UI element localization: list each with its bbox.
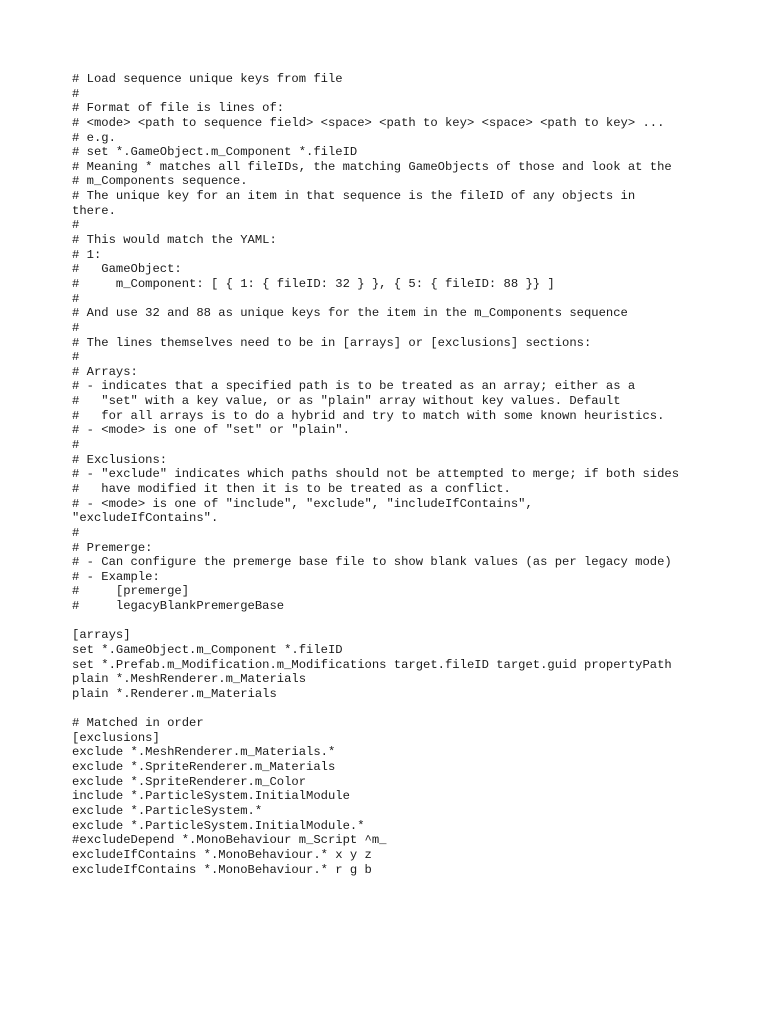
comment-line: # [72,86,80,101]
comment-line: # - indicates that a specified path is to be treated as an array; either as a [72,379,636,394]
comment-line: # Meaning * matches all fileIDs, the matching GameObjects of those and look at the [72,159,672,174]
comment-line: # - "exclude" indicates which paths should not be attempted to merge; if both sides [72,467,680,482]
comment-line: # - <mode> is one of "include", "exclude", "includeIfContains", [72,496,533,511]
comment-line: # set *.GameObject.m_Component *.fileID [72,145,358,160]
comment-line: # [72,438,80,453]
config-line: include *.ParticleSystem.InitialModule [72,789,350,804]
config-line: there. [72,203,116,218]
config-line: exclude *.ParticleSystem.* [72,804,263,819]
comment-line: # Premerge: [72,540,153,555]
blank-line [72,702,712,717]
comment-line: # have modified it then it is to be treated as a conflict. [72,481,511,496]
config-line: [arrays] [72,628,131,643]
config-file-text [72,72,712,877]
config-line: exclude *.MeshRenderer.m_Materials.* [72,745,336,760]
comment-line: # <mode> <path to sequence field> <space> <path to key> <space> <path to key> ... [72,115,665,130]
config-line: exclude *.ParticleSystem.InitialModule.* [72,818,365,833]
config-line: exclude *.SpriteRenderer.m_Color [72,774,307,789]
config-line: excludeIfContains *.MonoBehaviour.* r g b [72,862,372,877]
comment-line: # Format of file is lines of: [72,101,285,116]
comment-line: # Matched in order [72,716,204,731]
document-page [72,72,712,877]
config-line: plain *.MeshRenderer.m_Materials [72,672,307,687]
comment-line: # legacyBlankPremergeBase [72,599,285,614]
comment-line: # 1: [72,247,102,262]
comment-line: # [72,291,80,306]
comment-line: # This would match the YAML: [72,233,277,248]
comment-line: # The lines themselves need to be in [arrays] or [exclusions] sections: [72,335,592,350]
comment-line: # - <mode> is one of "set" or "plain". [72,423,350,438]
config-line: plain *.Renderer.m_Materials [72,686,277,701]
config-line: "excludeIfContains". [72,511,219,526]
config-line: [exclusions] [72,730,160,745]
comment-line: # e.g. [72,130,116,145]
comment-line: # Arrays: [72,364,138,379]
comment-line: # "set" with a key value, or as "plain" array without key values. Default [72,394,621,409]
comment-line: # [72,320,80,335]
comment-line: # m_Components sequence. [72,174,248,189]
comment-line: #excludeDepend *.MonoBehaviour m_Script ^m_ [72,833,387,848]
comment-line: # [72,525,80,540]
comment-line: # - Example: [72,569,160,584]
comment-line: # Exclusions: [72,452,168,467]
comment-line: # Load sequence unique keys from file [72,72,343,86]
comment-line: # - Can configure the premerge base file to show blank values (as per legacy mode) [72,555,672,570]
comment-line: # m_Component: [ { 1: { fileID: 32 } }, { 5: { fileID: 88 }} ] [72,276,555,291]
comment-line: # GameObject: [72,262,182,277]
comment-line: # [premerge] [72,584,190,599]
blank-line [72,614,712,629]
config-line: set *.GameObject.m_Component *.fileID [72,642,343,657]
comment-line: # for all arrays is to do a hybrid and try to match with some known heuristics. [72,408,665,423]
config-line: excludeIfContains *.MonoBehaviour.* x y z [72,847,372,862]
config-line: exclude *.SpriteRenderer.m_Materials [72,760,336,775]
comment-line: # [72,218,80,233]
comment-line: # [72,350,80,365]
config-line: set *.Prefab.m_Modification.m_Modifications target.fileID target.guid propertyPath [72,657,672,672]
comment-line: # And use 32 and 88 as unique keys for the item in the m_Components sequence [72,306,628,321]
comment-line: # The unique key for an item in that sequence is the fileID of any objects in [72,189,636,204]
